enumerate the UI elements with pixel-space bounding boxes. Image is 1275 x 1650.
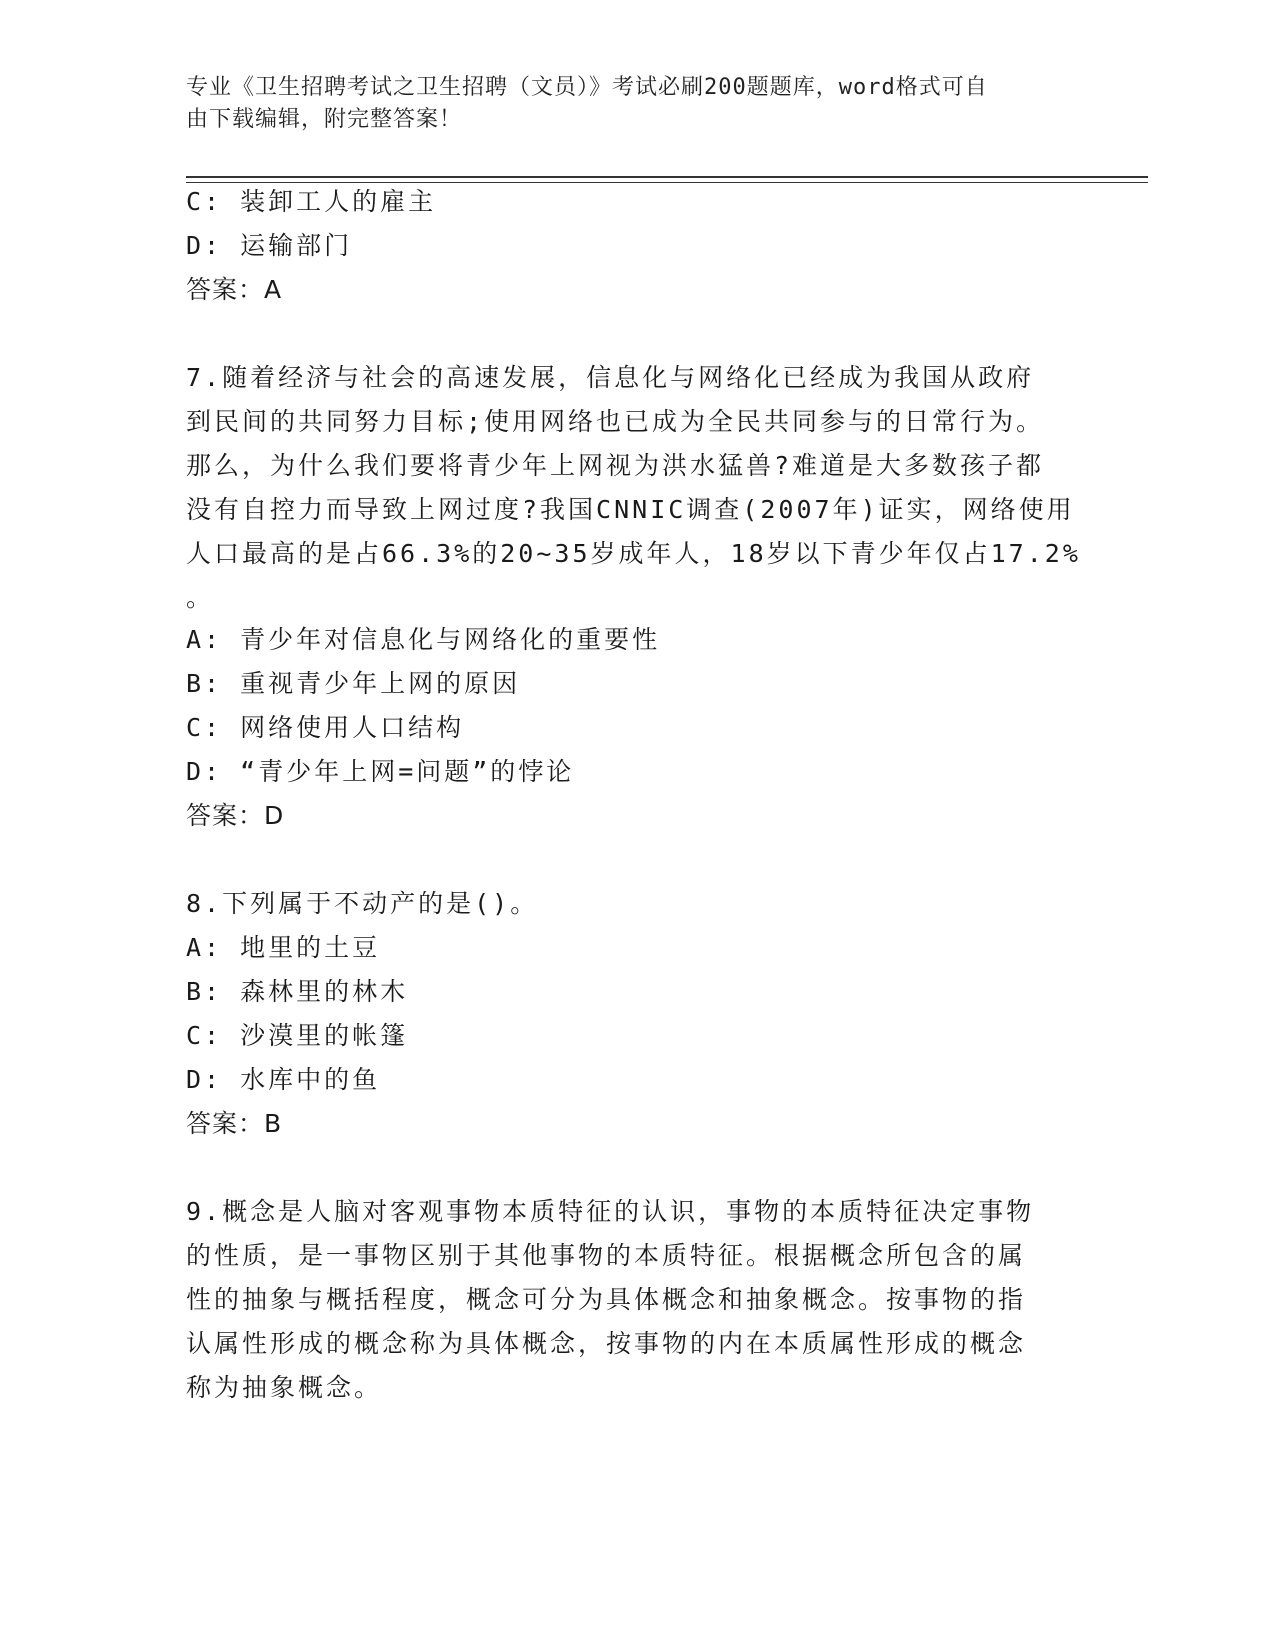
- q8-option-d: D: 水库中的鱼: [186, 1065, 381, 1094]
- q6-option-d: D: 运输部门: [186, 231, 353, 260]
- q9-stem-line: 的性质，是一事物区别于其他事物的本质特征。根据概念所包含的属: [186, 1241, 1027, 1270]
- document-header: [186, 72, 1066, 136]
- q7-stem-line: 没有自控力而导致上网过度?我国CNNIC调查(2007年)证实，网络使用: [186, 495, 1075, 524]
- q7-stem-line: 7.随着经济与社会的高速发展，信息化与网络化已经成为我国从政府: [186, 363, 1035, 392]
- q8-option-a: A: 地里的土豆: [186, 933, 381, 962]
- q7-stem-line: 到民间的共同努力目标;使用网络也已成为全民共同参与的日常行为。: [186, 407, 1045, 436]
- q6-option-c: C: 装卸工人的雇主: [186, 187, 437, 216]
- header-rule-thin: [186, 182, 1148, 183]
- q7-option-c: C: 网络使用人口结构: [186, 713, 465, 742]
- q8-answer: 答案：B: [186, 1109, 283, 1138]
- q7-stem-line: 。: [186, 583, 215, 612]
- q9-stem-line: 9.概念是人脑对客观事物本质特征的认识，事物的本质特征决定事物: [186, 1197, 1035, 1226]
- q8-option-b: B: 森林里的林木: [186, 977, 409, 1006]
- q7-option-b: B: 重视青少年上网的原因: [186, 669, 521, 698]
- q6-answer: 答案：A: [186, 275, 283, 304]
- q7-option-d: D: “青少年上网=问题”的悖论: [186, 757, 575, 786]
- q7-stem-line: 那么，为什么我们要将青少年上网视为洪水猛兽?难道是大多数孩子都: [186, 451, 1045, 480]
- q7-answer: 答案：D: [186, 801, 285, 830]
- q9-stem-line: 性的抽象与概括程度，概念可分为具体概念和抽象概念。按事物的指: [186, 1285, 1027, 1314]
- header-rule-thick: [186, 176, 1148, 178]
- header-line-1: 专业《卫生招聘考试之卫生招聘（文员）》考试必刷200题题库，word格式可自: [186, 75, 988, 100]
- q8-option-c: C: 沙漠里的帐篷: [186, 1021, 409, 1050]
- q7-option-a: A: 青少年对信息化与网络化的重要性: [186, 625, 661, 654]
- q7-stem-line: 人口最高的是占66.3%的20~35岁成年人，18岁以下青少年仅占17.2%: [186, 539, 1081, 568]
- q9-stem-line: 认属性形成的概念称为具体概念，按事物的内在本质属性形成的概念: [186, 1329, 1027, 1358]
- q8-stem: 8.下列属于不动产的是()。: [186, 889, 539, 918]
- header-line-2: 由下载编辑，附完整答案！: [186, 107, 463, 132]
- q9-stem-line: 称为抽象概念。: [186, 1373, 383, 1402]
